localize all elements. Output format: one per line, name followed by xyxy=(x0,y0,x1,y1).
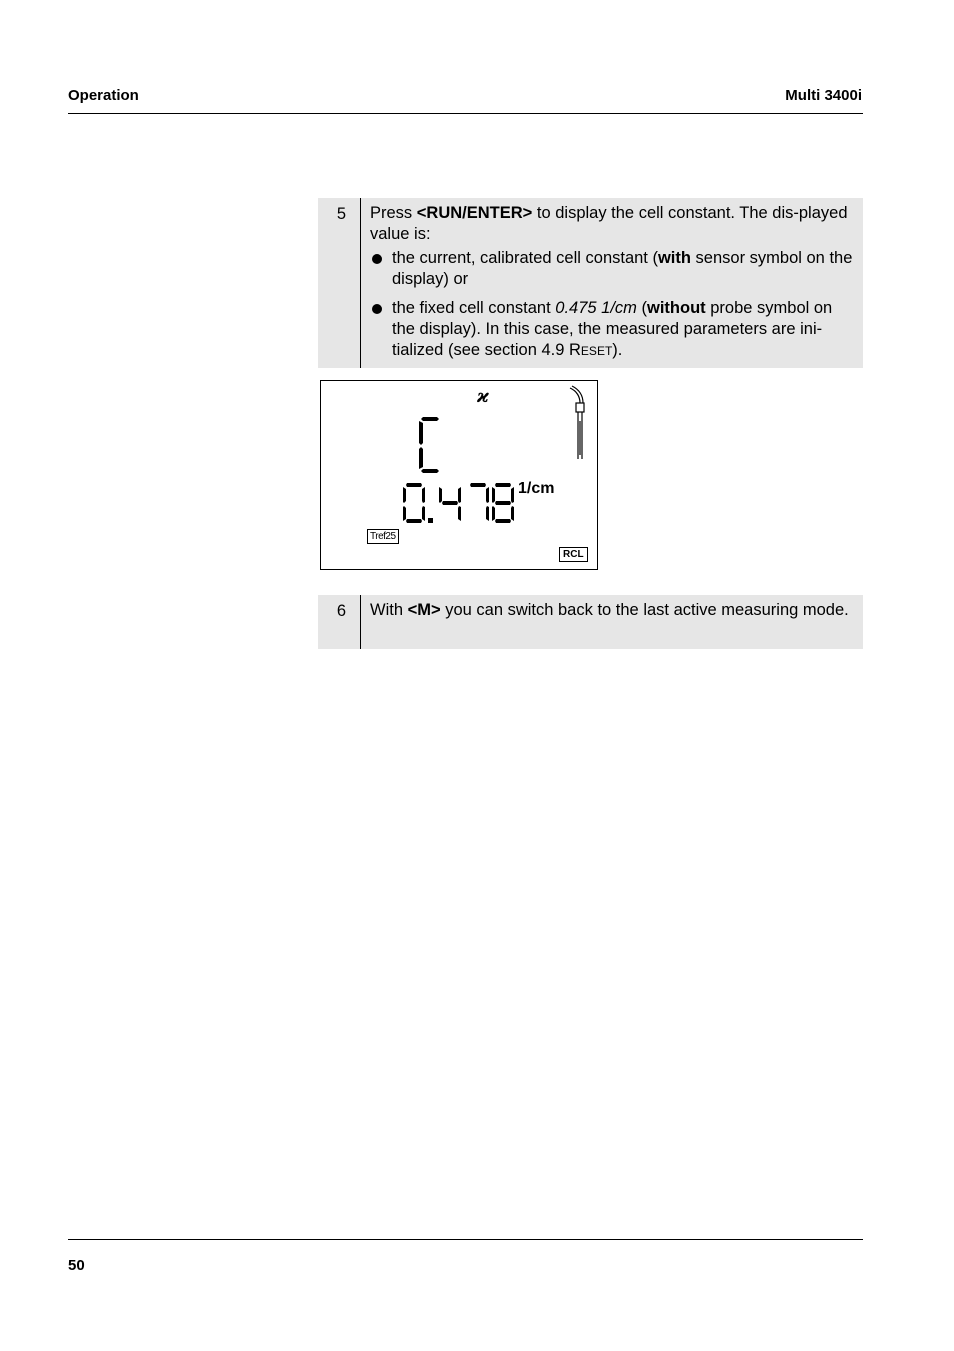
key-run-enter: <RUN/ENTER> xyxy=(416,204,533,222)
key-m: <M> xyxy=(407,601,441,619)
segment-digit-4 xyxy=(439,487,461,521)
bullet-list xyxy=(370,248,855,361)
decimal-point xyxy=(428,518,433,523)
step-text xyxy=(361,198,863,368)
bullet-emphasis: with xyxy=(657,249,691,267)
step-text-pre: With xyxy=(370,601,408,619)
segment-digit-7 xyxy=(470,483,489,521)
bullet-text: the fixed cell constant xyxy=(392,299,556,317)
lcd-segments xyxy=(321,381,599,571)
segment-char-c xyxy=(419,417,439,473)
footer-rule xyxy=(68,1239,863,1240)
step-number: 5 xyxy=(318,198,361,368)
tref-indicator: Tref25 xyxy=(367,529,399,544)
header-section-title: Operation xyxy=(68,87,139,104)
bullet-text-end: ). xyxy=(612,341,623,359)
conductivity-mode-icon: ϰ xyxy=(477,386,489,407)
step-number: 6 xyxy=(318,595,361,649)
segment-digit-0 xyxy=(403,483,425,523)
bullet-text: the current, calibrated cell constant ( xyxy=(392,249,658,267)
header-rule xyxy=(68,113,863,114)
bullet-text-mid: ( xyxy=(636,299,647,317)
step-intro xyxy=(370,203,855,245)
step-text xyxy=(361,595,863,649)
display-unit: 1/cm xyxy=(518,480,555,497)
intro-text: Press xyxy=(370,204,417,222)
bullet-item xyxy=(370,248,855,290)
bullet-value: 0.475 1/cm xyxy=(555,299,637,317)
bullet-item xyxy=(370,298,855,361)
segment-digit-8 xyxy=(492,483,514,523)
bullet-emphasis: without xyxy=(647,299,706,317)
lcd-display xyxy=(320,380,598,570)
probe-icon xyxy=(570,386,584,459)
intro-text-cont: to display the cell constant. The dis-played value is: xyxy=(370,204,848,243)
section-reference: Reset xyxy=(569,341,613,359)
step-5 xyxy=(318,198,863,368)
step-text-post: you can switch back to the last active measuring mode. xyxy=(440,601,849,619)
header-product-name: Multi 3400i xyxy=(785,87,862,104)
page-number: 50 xyxy=(68,1257,85,1274)
step-6 xyxy=(318,595,863,649)
rcl-indicator: RCL xyxy=(559,547,588,562)
bullet-text-cont: sensor symbol on the display) or xyxy=(392,249,853,288)
bullet-text-cont: probe symbol on the display). In this case, the measured parameters are ini-tialized (see section 4.9 xyxy=(392,299,833,359)
